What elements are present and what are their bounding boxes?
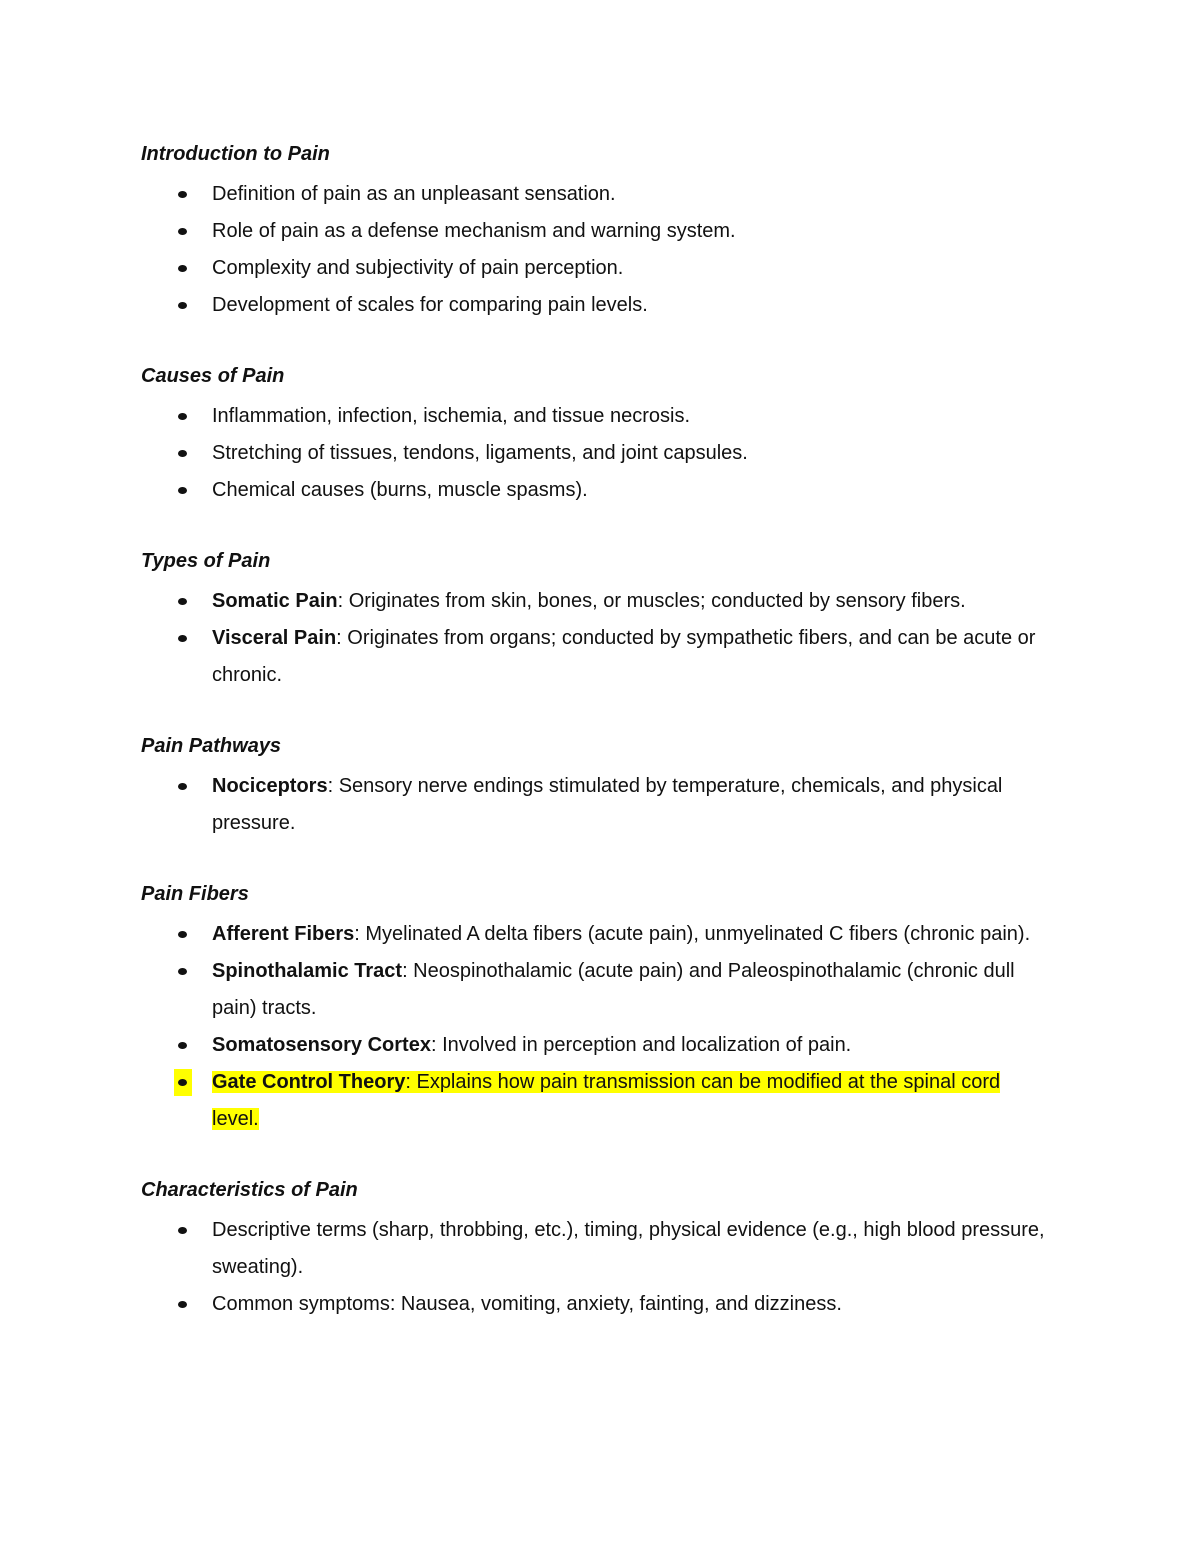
list-item bbox=[141, 1027, 1051, 1064]
item-text: : Myelinated A delta fibers (acute pain), unmyelinated C fibers (chronic pain). bbox=[354, 923, 1031, 945]
list-item bbox=[141, 1212, 1051, 1286]
bullet-icon bbox=[178, 265, 187, 272]
item-text-wrap bbox=[212, 775, 1002, 834]
item-text: Descriptive terms (sharp, throbbing, etc.), timing, physical evidence (e.g., high blood pressure, sweating). bbox=[212, 1219, 1045, 1278]
bullet-icon bbox=[178, 1301, 187, 1308]
bullet-icon bbox=[178, 191, 187, 198]
bullet-icon bbox=[178, 635, 187, 642]
section-heading: Pain Fibers bbox=[141, 883, 249, 905]
bullet-icon bbox=[178, 1227, 187, 1234]
item-term: Visceral Pain bbox=[212, 627, 337, 649]
section-heading: Characteristics of Pain bbox=[141, 1179, 358, 1201]
item-term: Afferent Fibers bbox=[212, 923, 355, 945]
bullet-icon bbox=[178, 1042, 187, 1049]
list-item bbox=[141, 250, 1051, 287]
section bbox=[141, 361, 1051, 509]
item-text: Role of pain as a defense mechanism and warning system. bbox=[212, 220, 736, 242]
bullet-icon bbox=[178, 598, 187, 605]
list-item bbox=[141, 176, 1051, 213]
bullet-icon bbox=[178, 931, 187, 938]
section-heading: Pain Pathways bbox=[141, 735, 282, 757]
bullet-list bbox=[141, 176, 1051, 324]
item-text: Definition of pain as an unpleasant sensation. bbox=[212, 183, 616, 205]
bullet-list bbox=[141, 583, 1051, 694]
bullet-icon bbox=[178, 450, 187, 457]
list-item bbox=[141, 472, 1051, 509]
item-term: Gate Control Theory bbox=[212, 1071, 406, 1093]
bullet-icon bbox=[178, 487, 187, 494]
item-text: : Explains how pain transmission can be modified at the spinal cord level. bbox=[212, 1071, 1001, 1130]
item-text-wrap bbox=[212, 1293, 842, 1315]
section bbox=[141, 879, 1051, 1138]
item-term: Nociceptors bbox=[212, 775, 328, 797]
section bbox=[141, 139, 1051, 324]
bullet-list bbox=[141, 916, 1051, 1138]
highlighted-text bbox=[212, 1071, 1000, 1130]
item-text-wrap bbox=[212, 294, 648, 316]
list-item bbox=[141, 1286, 1051, 1323]
item-text-wrap bbox=[212, 183, 616, 205]
item-term: Spinothalamic Tract bbox=[212, 960, 403, 982]
list-item bbox=[141, 213, 1051, 250]
bullet-list bbox=[141, 768, 1051, 842]
section-heading: Introduction to Pain bbox=[141, 143, 330, 165]
item-text: Stretching of tissues, tendons, ligaments, and joint capsules. bbox=[212, 442, 748, 464]
list-item bbox=[141, 1064, 1051, 1138]
item-term: Somatosensory Cortex bbox=[212, 1034, 431, 1056]
bullet-icon bbox=[178, 1079, 187, 1086]
item-text-wrap bbox=[212, 257, 623, 279]
list-item bbox=[141, 620, 1051, 694]
item-text-wrap bbox=[212, 960, 1015, 1019]
bullet-icon bbox=[178, 968, 187, 975]
bullet-icon bbox=[178, 302, 187, 309]
item-text-wrap bbox=[212, 1034, 851, 1056]
item-text-wrap bbox=[212, 923, 1030, 945]
list-item bbox=[141, 398, 1051, 435]
section-heading: Types of Pain bbox=[141, 550, 271, 572]
bullet-list bbox=[141, 1212, 1051, 1323]
item-text-wrap bbox=[212, 479, 588, 501]
section bbox=[141, 1175, 1051, 1323]
item-text: : Originates from organs; conducted by sympathetic fibers, and can be acute or chronic. bbox=[212, 627, 1036, 686]
document-content bbox=[141, 139, 1051, 1360]
section-heading: Causes of Pain bbox=[141, 365, 285, 387]
list-item bbox=[141, 287, 1051, 324]
item-text-wrap bbox=[212, 442, 748, 464]
item-term: Somatic Pain bbox=[212, 590, 338, 612]
bullet-icon bbox=[178, 783, 187, 790]
list-item bbox=[141, 583, 1051, 620]
list-item bbox=[141, 953, 1051, 1027]
list-item bbox=[141, 768, 1051, 842]
item-text: : Involved in perception and localization of pain. bbox=[430, 1034, 852, 1056]
bullet-icon bbox=[178, 228, 187, 235]
bullet-icon bbox=[178, 413, 187, 420]
item-text: Complexity and subjectivity of pain perception. bbox=[212, 257, 624, 279]
item-text-wrap bbox=[212, 590, 966, 612]
item-text: Chemical causes (burns, muscle spasms). bbox=[212, 479, 588, 501]
item-text-wrap bbox=[212, 220, 736, 242]
item-text: : Originates from skin, bones, or muscles; conducted by sensory fibers. bbox=[337, 590, 966, 612]
item-text: : Neospinothalamic (acute pain) and Paleospinothalamic (chronic dull pain) tracts. bbox=[212, 960, 1015, 1019]
item-text-wrap bbox=[212, 627, 1035, 686]
section bbox=[141, 731, 1051, 842]
item-text: Development of scales for comparing pain levels. bbox=[212, 294, 648, 316]
item-text: : Sensory nerve endings stimulated by temperature, chemicals, and physical pressure. bbox=[212, 775, 1003, 834]
item-text-wrap bbox=[212, 405, 690, 427]
section bbox=[141, 546, 1051, 694]
item-text-wrap bbox=[212, 1219, 1045, 1278]
item-text: Common symptoms: Nausea, vomiting, anxiety, fainting, and dizziness. bbox=[212, 1293, 842, 1315]
item-text: Inflammation, infection, ischemia, and tissue necrosis. bbox=[212, 405, 690, 427]
list-item bbox=[141, 916, 1051, 953]
list-item bbox=[141, 435, 1051, 472]
bullet-list bbox=[141, 398, 1051, 509]
